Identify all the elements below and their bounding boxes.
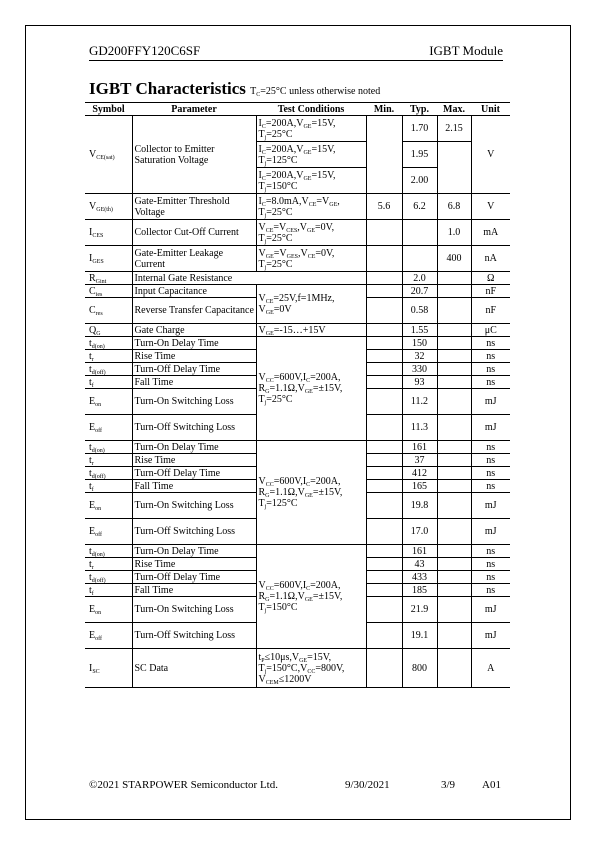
symbol-cell: $t_{d(off)}$ (85, 571, 132, 584)
unit-cell: ns (471, 584, 510, 597)
unit-cell: nF (471, 298, 510, 324)
symbol-cell: $t_{d(on)}$ (85, 441, 132, 454)
condition-cell: $t_P\le 10\mu s,V_{GE}=15V$, $T_j=150^\circ C,V_{CC}=800V$, $V_{CEM}\le 1200V$ (256, 649, 366, 688)
typ-cell: 800 (402, 649, 437, 688)
parameter-cell: Internal Gate Resistance (132, 272, 366, 285)
unit-cell: mJ (471, 415, 510, 441)
unit-cell: mJ (471, 389, 510, 415)
table-row (85, 194, 510, 220)
min-cell (366, 324, 402, 337)
max-cell (437, 441, 471, 454)
symbol-cell: $I_{CES}$ (85, 220, 132, 246)
document-type: IGBT Module (429, 43, 503, 58)
max-cell (437, 350, 471, 363)
typ-cell: 93 (402, 376, 437, 389)
table-row (85, 246, 510, 272)
condition-cell: $I_C=200A,V_{GE}=15V$, $T_j=150^\circ C$ (256, 168, 366, 194)
unit-cell: mA (471, 220, 510, 246)
symbol-cell: $E_{off}$ (85, 623, 132, 649)
unit-cell: ns (471, 454, 510, 467)
symbol-cell: $t_{d(off)}$ (85, 467, 132, 480)
symbol-cell: $Q_G$ (85, 324, 132, 337)
min-cell (366, 363, 402, 376)
typ-cell: 1.55 (402, 324, 437, 337)
col-test-conditions: Test Conditions (256, 103, 366, 116)
typ-cell: 1.95 (402, 142, 437, 168)
unit-cell: V (471, 116, 510, 194)
max-cell (437, 376, 471, 389)
max-cell (437, 623, 471, 649)
parameter-cell: Fall Time (132, 584, 256, 597)
unit-cell: ns (471, 376, 510, 389)
typ-cell: 2.00 (402, 168, 437, 194)
max-cell: 400 (437, 246, 471, 272)
symbol-cell: $E_{on}$ (85, 389, 132, 415)
page-number: 3/9 (441, 779, 456, 791)
min-cell (366, 584, 402, 597)
symbol-cell: $E_{on}$ (85, 597, 132, 623)
unit-cell: nA (471, 246, 510, 272)
table-header-row (85, 103, 510, 116)
symbol-cell: $t_f$ (85, 376, 132, 389)
symbol-cell: $R_{Gint}$ (85, 272, 132, 285)
typ-cell: 150 (402, 337, 437, 350)
symbol-cell: $E_{off}$ (85, 415, 132, 441)
col-parameter: Parameter (132, 103, 256, 116)
col-symbol: Symbol (85, 103, 132, 116)
max-cell (437, 519, 471, 545)
max-cell (437, 493, 471, 519)
min-cell (366, 298, 402, 324)
parameter-cell: Turn-On Delay Time (132, 545, 256, 558)
parameter-cell: Fall Time (132, 480, 256, 493)
section-title-text: IGBT Characteristics (89, 79, 246, 98)
symbol-cell: $t_{d(off)}$ (85, 363, 132, 376)
symbol-cell: $t_f$ (85, 480, 132, 493)
parameter-cell: Turn-Off Delay Time (132, 467, 256, 480)
symbol-cell: $C_{ies}$ (85, 285, 132, 298)
parameter-cell: Input Capacitance (132, 285, 256, 298)
max-cell (437, 545, 471, 558)
symbol-cell: $V_{CE(sat)}$ (85, 116, 132, 194)
unit-cell: ns (471, 337, 510, 350)
unit-cell: ns (471, 441, 510, 454)
section-condition: $T_C=25^\circ C$ unless otherwise noted (250, 86, 381, 98)
typ-cell: 2.0 (402, 272, 437, 285)
symbol-cell: $t_{d(on)}$ (85, 337, 132, 350)
typ-cell: 1.70 (402, 116, 437, 142)
max-cell (437, 467, 471, 480)
typ-cell: 17.0 (402, 519, 437, 545)
table-row (85, 337, 510, 350)
parameter-cell: Rise Time (132, 558, 256, 571)
max-cell: 2.15 (437, 116, 471, 142)
max-cell (437, 142, 471, 194)
max-cell (437, 272, 471, 285)
parameter-cell: Turn-Off Delay Time (132, 363, 256, 376)
unit-cell: mJ (471, 493, 510, 519)
table-row (85, 220, 510, 246)
typ-cell: 0.58 (402, 298, 437, 324)
condition-cell: $V_{CC}=600V,I_C=200A$, $R_G=1.1\Omega,V_{GE}=\pm 15V$, $T_j=25^\circ C$ (256, 337, 366, 441)
typ-cell: 11.2 (402, 389, 437, 415)
symbol-cell: $V_{GE(th)}$ (85, 194, 132, 220)
typ-cell: 11.3 (402, 415, 437, 441)
condition-cell: $I_C=8.0mA,V_{CE}=V_{GE}$, $T_j=25^\circ C$ (256, 194, 366, 220)
min-cell: 5.6 (366, 194, 402, 220)
parameter-cell: Rise Time (132, 454, 256, 467)
switching-section (85, 337, 510, 649)
symbol-cell: $I_{SC}$ (85, 649, 132, 688)
typ-cell: 19.1 (402, 623, 437, 649)
min-cell (366, 571, 402, 584)
unit-cell: mJ (471, 597, 510, 623)
typ-cell: 6.2 (402, 194, 437, 220)
unit-cell: mJ (471, 623, 510, 649)
condition-cell: $I_C=200A,V_{GE}=15V$, $T_j=25^\circ C$ (256, 116, 366, 142)
max-cell (437, 558, 471, 571)
parameter-cell: Turn-On Switching Loss (132, 389, 256, 415)
revision: A01 (482, 779, 501, 791)
condition-cell: $V_{CE}=25V,f=1MHz$, $V_{GE}=0V$ (256, 285, 366, 324)
symbol-cell: $t_{d(on)}$ (85, 545, 132, 558)
min-cell (366, 441, 402, 454)
min-cell (366, 272, 402, 285)
symbol-cell: $E_{on}$ (85, 493, 132, 519)
parameter-cell: Turn-Off Switching Loss (132, 415, 256, 441)
symbol-cell: $t_r$ (85, 558, 132, 571)
parameter-cell: Rise Time (132, 350, 256, 363)
typ-cell: 412 (402, 467, 437, 480)
condition-cell: $V_{CE}=V_{CES},V_{GE}=0V$, $T_j=25^\circ C$ (256, 220, 366, 246)
table-row (85, 285, 510, 298)
col-max: Max. (437, 103, 471, 116)
condition-cell: $V_{CC}=600V,I_C=200A$, $R_G=1.1\Omega,V_{GE}=\pm 15V$, $T_j=150^\circ C$ (256, 545, 366, 649)
parameter-cell: Gate-Emitter Leakage Current (132, 246, 256, 272)
condition-cell: $V_{CC}=600V,I_C=200A$, $R_G=1.1\Omega,V_{GE}=\pm 15V$, $T_j=125^\circ C$ (256, 441, 366, 545)
parameter-cell: Turn-On Switching Loss (132, 493, 256, 519)
min-cell (366, 220, 402, 246)
min-cell (366, 597, 402, 623)
max-cell (437, 285, 471, 298)
parameter-cell: Turn-On Switching Loss (132, 597, 256, 623)
parameter-cell: Collector Cut-Off Current (132, 220, 256, 246)
copyright: ©2021 STARPOWER Semiconductor Ltd. (89, 779, 278, 791)
table-row (85, 649, 510, 688)
max-cell (437, 298, 471, 324)
typ-cell (402, 246, 437, 272)
min-cell (366, 116, 402, 194)
min-cell (366, 246, 402, 272)
unit-cell: ns (471, 467, 510, 480)
parameter-cell: Gate Charge (132, 324, 256, 337)
typ-cell: 43 (402, 558, 437, 571)
condition-cell: $I_C=200A,V_{GE}=15V$, $T_j=125^\circ C$ (256, 142, 366, 168)
min-cell (366, 623, 402, 649)
symbol-cell: $t_f$ (85, 584, 132, 597)
parameter-cell: Turn-On Delay Time (132, 337, 256, 350)
max-cell (437, 480, 471, 493)
typ-cell: 185 (402, 584, 437, 597)
min-cell (366, 649, 402, 688)
max-cell (437, 597, 471, 623)
symbol-cell: $I_{GES}$ (85, 246, 132, 272)
parameter-cell: Turn-On Delay Time (132, 441, 256, 454)
table-row (85, 324, 510, 337)
unit-cell: ns (471, 480, 510, 493)
max-cell (437, 389, 471, 415)
symbol-cell: $E_{off}$ (85, 519, 132, 545)
typ-cell (402, 220, 437, 246)
unit-cell: ns (471, 571, 510, 584)
revision-date: 9/30/2021 (345, 779, 390, 791)
max-cell (437, 415, 471, 441)
parameter-cell: Turn-Off Switching Loss (132, 623, 256, 649)
max-cell (437, 363, 471, 376)
condition-cell: $V_{GE}=-15\dots+15V$ (256, 324, 366, 337)
part-number: GD200FFY120C6SF (89, 43, 201, 58)
min-cell (366, 389, 402, 415)
max-cell (437, 337, 471, 350)
parameter-cell: Collector to Emitter Saturation Voltage (132, 116, 256, 194)
symbol-cell: $C_{res}$ (85, 298, 132, 324)
unit-cell: ns (471, 363, 510, 376)
typ-cell: 330 (402, 363, 437, 376)
unit-cell: Ω (471, 272, 510, 285)
igbt-characteristics-table (85, 102, 510, 688)
unit-cell: μC (471, 324, 510, 337)
table-row (85, 272, 510, 285)
unit-cell: ns (471, 350, 510, 363)
typ-cell: 19.8 (402, 493, 437, 519)
unit-cell: ns (471, 558, 510, 571)
table-row (85, 545, 510, 558)
unit-cell: mJ (471, 519, 510, 545)
typ-cell: 37 (402, 454, 437, 467)
unit-cell: ns (471, 545, 510, 558)
parameter-cell: Reverse Transfer Capacitance (132, 298, 256, 324)
symbol-cell: $t_r$ (85, 454, 132, 467)
col-typ: Typ. (402, 103, 437, 116)
symbol-cell: $t_r$ (85, 350, 132, 363)
min-cell (366, 350, 402, 363)
max-cell (437, 454, 471, 467)
max-cell (437, 571, 471, 584)
min-cell (366, 558, 402, 571)
max-cell: 1.0 (437, 220, 471, 246)
header-rule (89, 60, 503, 61)
unit-cell: nF (471, 285, 510, 298)
section-title (89, 79, 380, 99)
table-row (85, 116, 510, 142)
max-cell: 6.8 (437, 194, 471, 220)
typ-cell: 161 (402, 545, 437, 558)
max-cell (437, 649, 471, 688)
parameter-cell: Turn-Off Delay Time (132, 571, 256, 584)
condition-cell: $V_{GE}=V_{GES},V_{CE}=0V$, $T_j=25^\circ C$ (256, 246, 366, 272)
parameter-cell: Fall Time (132, 376, 256, 389)
typ-cell: 161 (402, 441, 437, 454)
unit-cell: V (471, 194, 510, 220)
typ-cell: 32 (402, 350, 437, 363)
typ-cell: 165 (402, 480, 437, 493)
min-cell (366, 337, 402, 350)
col-unit: Unit (471, 103, 510, 116)
max-cell (437, 584, 471, 597)
min-cell (366, 519, 402, 545)
typ-cell: 433 (402, 571, 437, 584)
min-cell (366, 285, 402, 298)
typ-cell: 21.9 (402, 597, 437, 623)
min-cell (366, 480, 402, 493)
min-cell (366, 415, 402, 441)
min-cell (366, 376, 402, 389)
min-cell (366, 545, 402, 558)
min-cell (366, 454, 402, 467)
col-min: Min. (366, 103, 402, 116)
min-cell (366, 493, 402, 519)
typ-cell: 20.7 (402, 285, 437, 298)
min-cell (366, 467, 402, 480)
max-cell (437, 324, 471, 337)
parameter-cell: Turn-Off Switching Loss (132, 519, 256, 545)
table-row (85, 441, 510, 454)
unit-cell: A (471, 649, 510, 688)
parameter-cell: Gate-Emitter Threshold Voltage (132, 194, 256, 220)
parameter-cell: SC Data (132, 649, 256, 688)
